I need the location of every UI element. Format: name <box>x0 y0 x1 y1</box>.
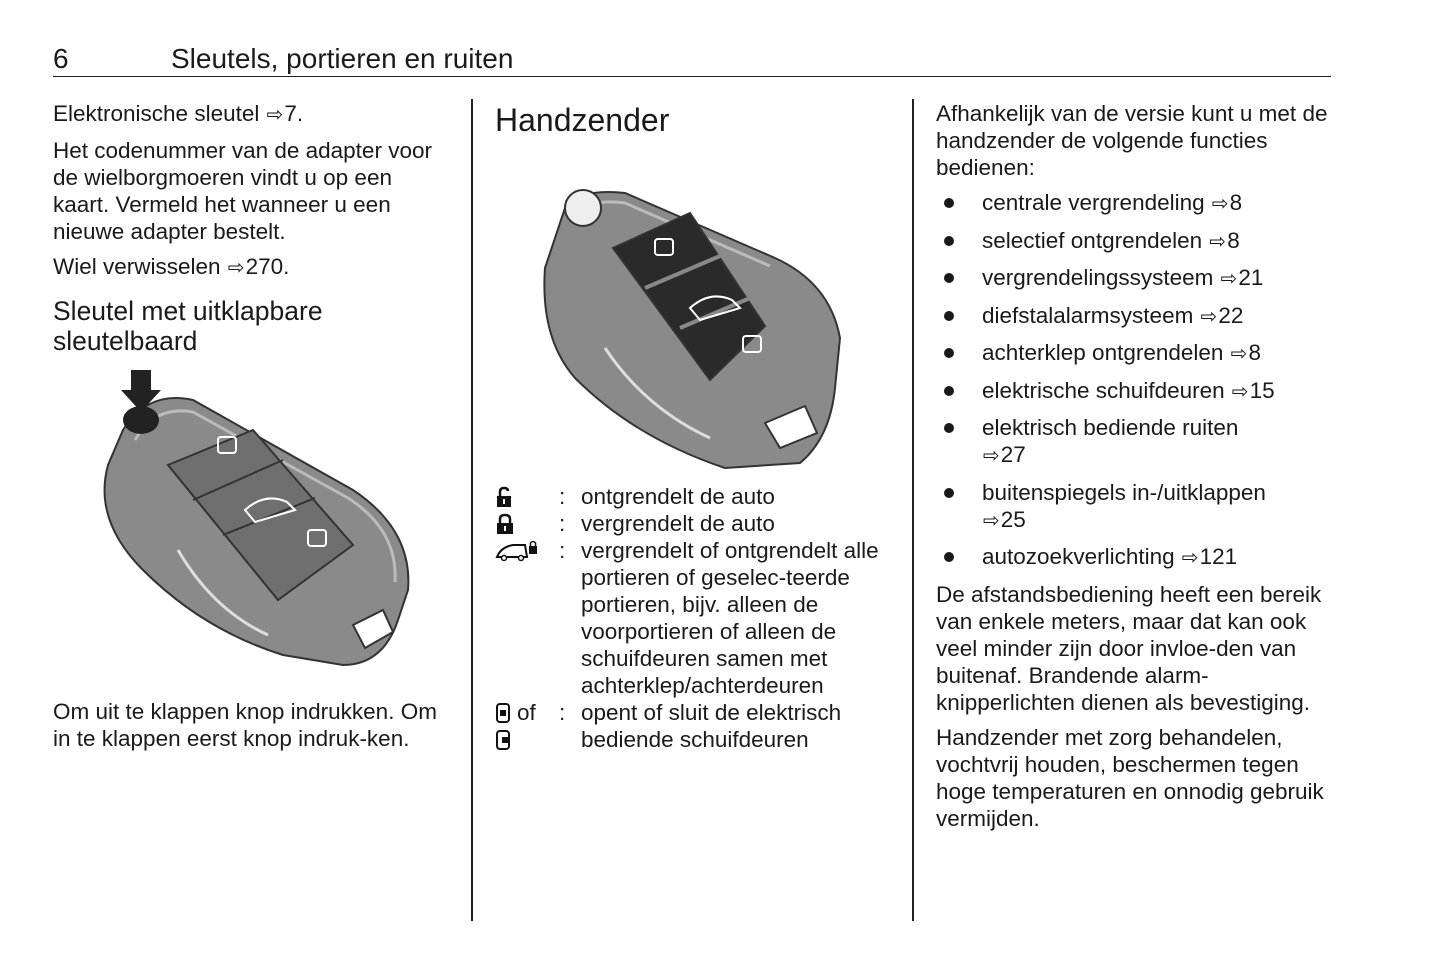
page-reference-link[interactable]: 15 <box>1249 377 1275 403</box>
legend-row-lock: : vergrendelt de auto <box>495 510 890 537</box>
page-reference-link[interactable]: 8 <box>1248 340 1261 365</box>
reference-arrow-icon: ⇨ <box>983 509 1000 532</box>
list-item: diefstalalarmsysteem ⇨22 <box>936 302 1336 331</box>
reference-arrow-icon: ⇨ <box>1209 230 1227 253</box>
page-reference-link[interactable]: 27 <box>1000 442 1026 467</box>
legend-row-car: : vergrendelt of ontgrendelt alle portieren of geselec-teerde portieren, bijv. alleen de voorportieren of alleen de schuifdeuren samen met achterklep/achterdeuren <box>495 537 890 699</box>
reference-arrow-icon: ⇨ <box>1230 343 1248 365</box>
list-item: centrale vergrendeling ⇨8 <box>936 189 1336 218</box>
section-title: Sleutels, portieren en ruiten <box>171 43 514 74</box>
unlock-icon <box>495 486 517 508</box>
page-reference-link[interactable]: 21 <box>1238 265 1264 290</box>
bullet-icon <box>944 488 954 498</box>
reference-arrow-icon: ⇨ <box>1181 547 1199 569</box>
reference-arrow-icon: ⇨ <box>266 104 284 126</box>
reference-arrow-icon: ⇨ <box>1220 268 1238 290</box>
list-item: elektrische schuifdeuren ⇨15 <box>936 377 1336 406</box>
reference-arrow-icon: ⇨ <box>227 257 245 279</box>
reference-arrow-icon: ⇨ <box>1231 380 1249 403</box>
folding-key-illustration <box>53 370 448 700</box>
car-lock-icon <box>495 539 539 563</box>
right-column <box>936 100 1336 840</box>
left-column <box>53 100 448 760</box>
reference-arrow-icon: ⇨ <box>1211 193 1229 215</box>
reference-arrow-icon: ⇨ <box>1200 305 1218 328</box>
legend-row-unlock: : ontgrendelt de auto <box>495 483 890 510</box>
column-divider-right <box>912 99 914 921</box>
page-reference-link[interactable]: 7. <box>284 101 304 126</box>
feature-list <box>936 189 1336 572</box>
button-legend <box>495 483 890 753</box>
sliding-door-icon <box>495 702 511 724</box>
reference-arrow-icon: ⇨ <box>983 445 1000 467</box>
care-paragraph: Handzender met zorg behandelen, vochtvrij houden, beschermen tegen hoge temperaturen en onnodig gebruik vermijden. <box>936 724 1324 831</box>
list-item: elektrisch bediende ruiten ⇨27 <box>936 414 1336 470</box>
bullet-icon <box>944 423 954 433</box>
folding-key-caption: Om uit te klappen knop indrukken. Om in te klappen eerst knop indruk-ken. <box>53 699 437 751</box>
sliding-door-alt-icon <box>495 729 511 751</box>
middle-column <box>495 100 890 753</box>
bullet-icon <box>944 552 954 562</box>
bullet-icon <box>944 311 954 321</box>
list-item: selectief ontgrendelen ⇨8 <box>936 227 1336 256</box>
remote-control-illustration <box>495 138 890 483</box>
ref-wheel-change: Wiel verwisselen ⇨270. <box>53 253 448 282</box>
page-reference-link[interactable]: 121 <box>1199 544 1238 569</box>
list-item: autozoekverlichting ⇨121 <box>936 543 1336 572</box>
legend-row-sliding-door: of : opent of sluit de elektrisch bediende schuifdeuren <box>495 699 890 753</box>
list-item: achterklep ontgrendelen ⇨8 <box>936 339 1336 368</box>
lock-icon <box>495 513 517 535</box>
page-reference-link[interactable]: 25 <box>1000 506 1026 532</box>
bullet-icon <box>944 236 954 246</box>
range-paragraph: De afstandsbediening heeft een bereik van enkele meters, maar dat kan ook veel minder zijn door invloe-den van buitenaf. Brandende alarm-knipperlichten dienen als bevestiging. <box>936 581 1322 715</box>
bullet-icon <box>944 348 954 358</box>
page-reference-link[interactable]: 22 <box>1218 302 1244 328</box>
page-number: 6 <box>53 43 69 74</box>
bullet-icon <box>944 273 954 283</box>
page-reference-link[interactable]: 270. <box>245 254 290 279</box>
page-reference-link[interactable]: 8 <box>1227 227 1240 253</box>
intro-paragraph: Afhankelijk van de versie kunt u met de handzender de volgende functies bedienen: <box>936 101 1328 180</box>
list-item: vergrendelingssysteem ⇨21 <box>936 264 1336 293</box>
bullet-icon <box>944 198 954 208</box>
ref-electronic-key: Elektronische sleutel ⇨7. <box>53 100 448 129</box>
page-reference-link[interactable]: 8 <box>1229 190 1243 215</box>
adapter-paragraph: Het codenummer van de adapter voor de wielborgmoeren vindt u op een kaart. Vermeld het wanneer u een nieuwe adapter bestelt. <box>53 138 432 244</box>
list-item: buitenspiegels in-/uitklappen ⇨25 <box>936 479 1336 535</box>
column-divider-left <box>471 99 473 921</box>
folding-key-heading: Sleutel met uitklapbare sleutelbaard <box>53 296 323 356</box>
page-header <box>53 40 1331 77</box>
bullet-icon <box>944 386 954 396</box>
handzender-heading: Handzender <box>495 102 670 138</box>
